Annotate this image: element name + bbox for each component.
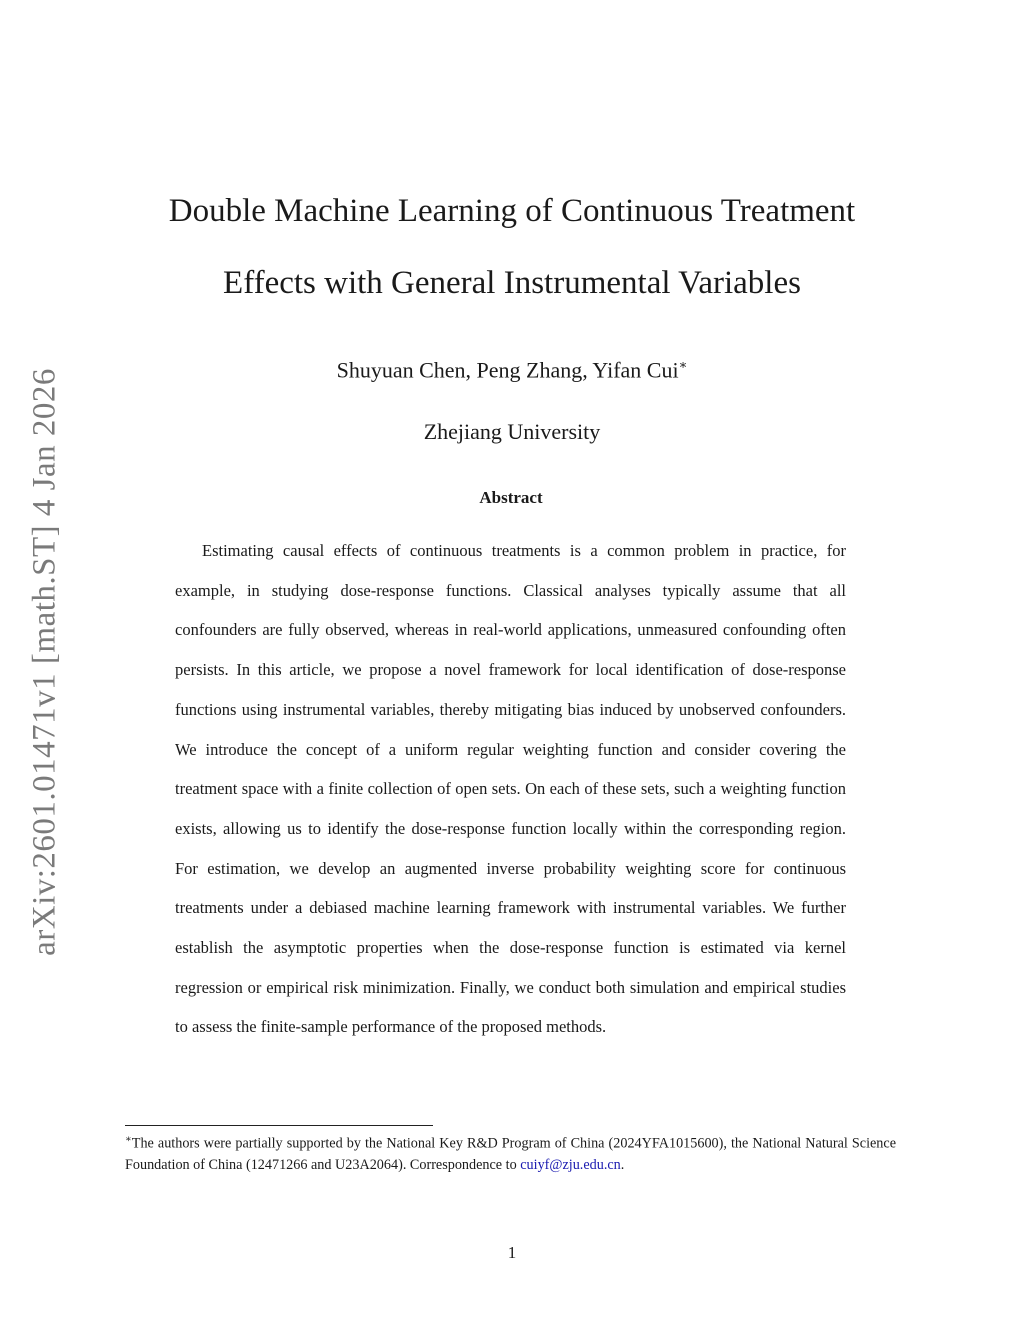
author-list — [0, 357, 1024, 383]
author-footnote-mark: ∗ — [678, 357, 688, 372]
page-number: 1 — [507, 1243, 517, 1262]
abstract-heading: Abstract — [479, 488, 543, 507]
author-names: Shuyuan Chen, Peng Zhang, Yifan Cui — [336, 357, 679, 383]
footnote-end: . — [620, 1156, 625, 1173]
footnote — [125, 1129, 896, 1176]
footnote-mark: ∗ — [125, 1134, 132, 1145]
footnote-text: The authors were partially supported by the National Key R&D Program of China (2024YFA1015600), the National Natural Science Foundation of China (12471266 and U23A2064). Correspondence to — [125, 1135, 896, 1173]
paper-title-line-2: Effects with General Instrumental Variables — [223, 265, 801, 301]
arxiv-identifier-stamp: arXiv:2601.01471v1 [math.ST] 4 Jan 2026 — [26, 368, 63, 956]
affiliation: Zhejiang University — [423, 419, 601, 444]
correspondence-email-link[interactable]: cuiyf@zju.edu.cn — [520, 1156, 621, 1173]
footnote-divider — [125, 1125, 433, 1126]
abstract-body: Estimating causal effects of continuous treatments is a common problem in practice, for example, in studying dose-response functions. Classical analyses typically assume that all confounders are fully observed, whereas in real-world applications, unmeasured confounding often persists. In this article, we propose a novel framework for local identification of dose-response functions using instrumental variables, thereby mitigating bias induced by unobserved confounders. We introduce the concept of a uniform regular weighting function and consider covering the treatment space with a finite collection of open sets. On each of these sets, such a weighting function exists, allowing us to identify the dose-response function locally within the corresponding region. For estimation, we develop an augmented inverse probability weighting score for continuous treatments under a debiased machine learning framework with instrumental variables. We further establish the asymptotic properties when the dose-response function is estimated via kernel regression or empirical risk minimization. Finally, we conduct both simulation and empirical studies to assess the finite-sample performance of the proposed methods. — [175, 541, 846, 1037]
paper-title-line-1: Double Machine Learning of Continuous Treatment — [168, 193, 856, 229]
